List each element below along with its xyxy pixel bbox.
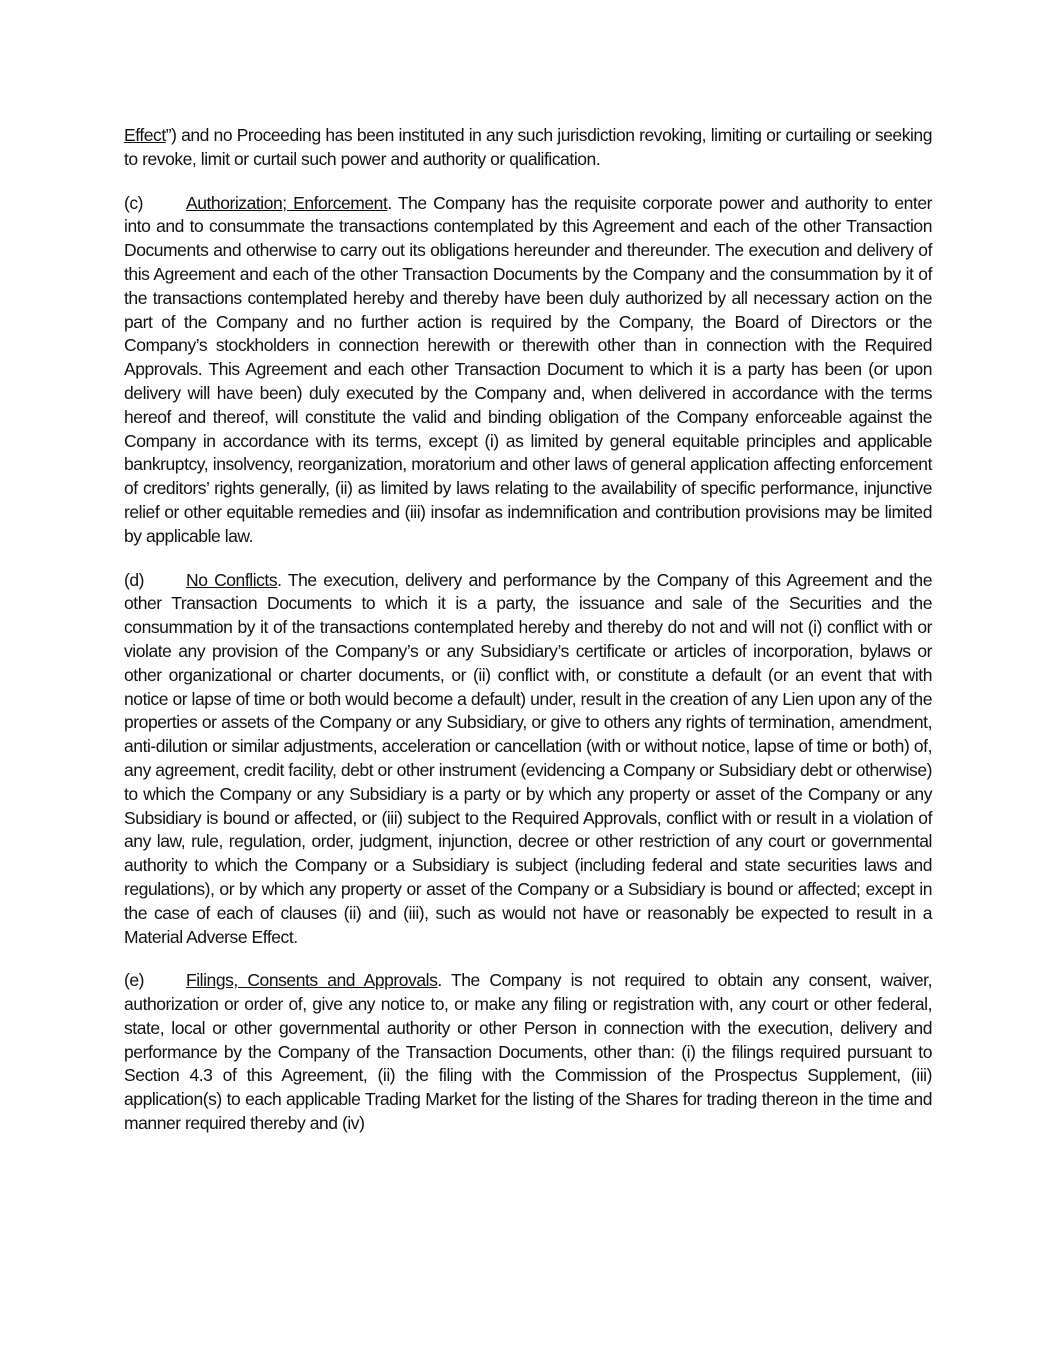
section-d-paragraph	[124, 569, 932, 950]
intro-paragraph	[124, 124, 932, 172]
section-c-label: (c)	[124, 192, 144, 213]
section-c-heading: Authorization; Enforcement	[186, 192, 388, 213]
section-c-body: . The Company has the requisite corporate power and authority to enter into and to consummate the transactions contemplated by this Agreement and each of the other Transaction Documents and otherwise to carry out its obligations hereunder and thereunder. The execution and delivery of this Agreement and each of the other Transaction Documents by the Company and the consummation by it of the transactions contemplated hereby and thereby have been duly authorized by all necessary action on the part of the Company and no further action is required by the Company, the Board of Directors or the Company’s stockholders in connection herewith or therewith other than in connection with the Required Approvals. This Agreement and each other Transaction Document to which it is a party has been (or upon delivery will have been) duly executed by the Company and, when delivered in accordance with the terms hereof and thereof, will constitute the valid and binding obligation of the Company enforceable against the Company in accordance with its terms, except (i) as limited by general equitable principles and applicable bankruptcy, insolvency, reorganization, moratorium and other laws of general application affecting enforcement of creditors’ rights generally, (ii) as limited by laws relating to the availability of specific performance, injunctive relief or other equitable remedies and (iii) insofar as indemnification and contribution provisions may be limited by applicable law.	[124, 192, 932, 546]
section-e-paragraph	[124, 969, 932, 1136]
section-d-body: . The execution, delivery and performance by the Company of this Agreement and the other Transaction Documents to which it is a party, the issuance and sale of the Securities and the consummation by it of the transactions contemplated hereby and thereby do not and will not (i) conflict with or violate any provision of the Company’s or any Subsidiary’s certificate or articles of incorporation, bylaws or other organizational or charter documents, or (ii) conflict with, or constitute a default (or an event that with notice or lapse of time or both would become a default) under, result in the creation of any Lien upon any of the properties or assets of the Company or any Subsidiary, or give to others any rights of termination, amendment, anti-dilution or similar adjustments, acceleration or cancellation (with or without notice, lapse of time or both) of, any agreement, credit facility, debt or other instrument (evidencing a Company or Subsidiary debt or otherwise) to which the Company or any Subsidiary is a party or by which any property or asset of the Company or any Subsidiary is bound or affected, or (iii) subject to the Required Approvals, conflict with or result in a violation of any law, rule, regulation, order, judgment, injunction, decree or other restriction of any court or governmental authority to which the Company or a Subsidiary is subject (including federal and state securities laws and regulations), or by which any property or asset of the Company or a Subsidiary is bound or affected; except in the case of each of clauses (ii) and (iii), such as would not have or reasonably be expected to result in a Material Adverse Effect.	[124, 569, 932, 947]
intro-text: ”) and no Proceeding has been instituted in any such jurisdiction revoking, limiting or curtailing or seeking to revoke, limit or curtail such power and authority or qualification.	[124, 125, 932, 169]
section-c-paragraph	[124, 192, 932, 549]
section-e-body: . The Company is not required to obtain any consent, waiver, authorization or order of, give any notice to, or make any filing or registration with, any court or other federal, state, local or other governmental authority or other Person in connection with the execution, delivery and performance by the Company of the Transaction Documents, other than: (i) the filings required pursuant to Section 4.3 of this Agreement, (ii) the filing with the Commission of the Prospectus Supplement, (iii) application(s) to each applicable Trading Market for the listing of the Shares for trading thereon in the time and manner required thereby and (iv)	[124, 970, 932, 1134]
section-e-label: (e)	[124, 970, 145, 991]
section-d-heading: No Conflicts	[186, 569, 278, 590]
document-page	[124, 124, 932, 1156]
section-e-heading: Filings, Consents and Approvals	[186, 970, 438, 991]
defined-term-effect: Effect	[124, 125, 166, 145]
section-d-label: (d)	[124, 569, 145, 590]
